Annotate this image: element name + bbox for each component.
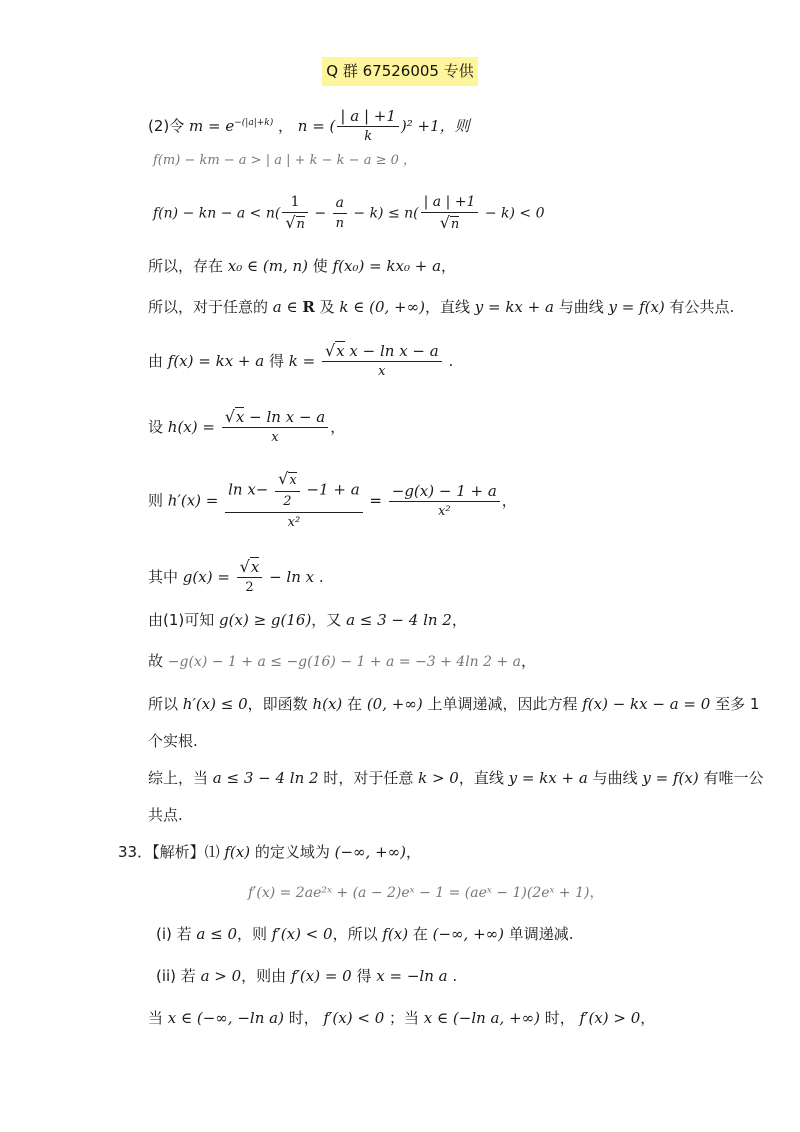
solution-line-5: 所以，对于任意的 a ∈ R 及 k ∈ (0, +∞)，直线 y = kx + a 与曲线 y = f(x) 有公共点. (148, 298, 735, 316)
solution-line-10: 由(1)可知 g(x) ≥ g(16)，又 a ≤ 3 − 4 ln 2， (148, 611, 467, 629)
problem-33-heading: 33．【解析】⑴ f(x) 的定义域为 (−∞, +∞)， (118, 843, 422, 861)
fraction: $\frac{| a | +1}{k}$ (337, 106, 398, 147)
solution-line-8: 则 h′(x) = ln x− $\frac{√x}{2}$ −1 + a x² = $\frac{-g(x) - 1 + a}{\text{x²}}$ ， (148, 469, 517, 530)
case-i: (i) 若 a ≤ 0，则 f′(x) < 0，所以 f(x) 在 (−∞, +∞) 单调递减. (156, 925, 574, 943)
solution-line-7: 设 h(x) = $\frac{\text{√x − ln x − a}}{x}$ ， (148, 407, 346, 445)
watermark-banner: Q 群 67526005 专供 (322, 57, 478, 86)
solution-line-4: 所以，存在 x₀ ∈ (m, n) 使 f(x₀) = kx₀ + a， (148, 257, 457, 275)
solution-line-9: 其中 g(x) = $\frac{√x}{2}$ − ln x . (148, 557, 324, 595)
derivative-formula: f′(x) = 2ae²ˣ + (a − 2)eˣ − 1 = (aeˣ − 1)(2eˣ + 1)， (248, 885, 604, 901)
solution-line-3: f(n) − kn − a < n( $\frac{1}{√n}$ − $\frac{a}{n}$ − k) ≤ n( $\frac{| a | +1}{√n}$ − k) < 0 (153, 194, 545, 232)
solution-line-15: 共点. (148, 806, 183, 824)
solution-line-12: 所以 h′(x) ≤ 0，即函数 h(x) 在 (0, +∞) 上单调递减，因此方程 f(x) − kx − a = 0 至多 1 (148, 695, 760, 713)
case-ii: (ii) 若 a > 0，则由 f′(x) = 0 得 x = −ln a . (156, 967, 458, 985)
solution-line-14: 综上，当 a ≤ 3 − 4 ln 2 时，对于任意 k > 0，直线 y = kx + a 与曲线 y = f(x) 有唯一公 (148, 769, 764, 787)
solution-line-6: 由 f(x) = kx + a 得 k = $\frac{\text{√x x − ln x − a}}{x}$ . (148, 341, 454, 379)
solution-line-1: (2)令 $m = e^{-(|a|+k)}$ ， n = ( $\frac{| a | +1}{k}$ )² +1，则 (148, 106, 470, 147)
solution-line-11: 故 −g(x) − 1 + a ≤ −g(16) − 1 + a = −3 + 4ln 2 + a， (148, 652, 537, 670)
solution-line-20: 当 x ∈ (−∞, −ln a) 时， f′(x) < 0 ；当 x ∈ (−ln a, +∞) 时， f′(x) > 0， (148, 1009, 656, 1027)
solution-line-13: 个实根. (148, 732, 198, 750)
solution-line-2: f(m) − km − a > | a | + k − k − a ≥ 0 ， (153, 153, 417, 168)
